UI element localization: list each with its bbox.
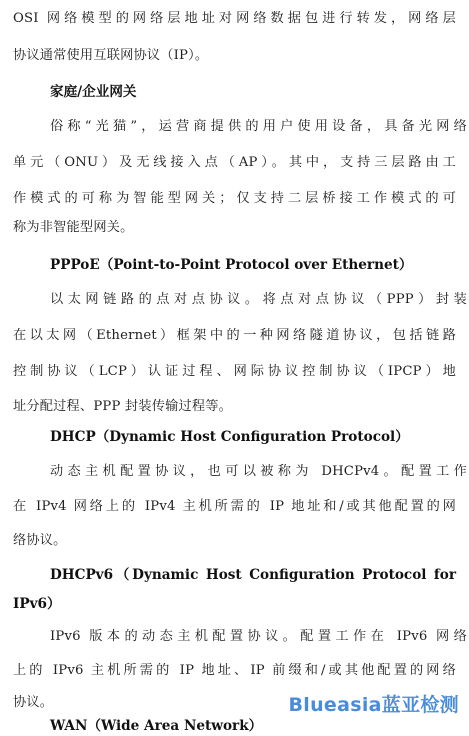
- dhcpv6-line-2: 上的 IPv6 主机所需的 IP 地址、IP 前缀和/或其他配置的网络: [13, 663, 456, 678]
- term-home-gateway: 家庭/企业网关: [50, 84, 137, 100]
- term-pppoe: PPPoE（Point-to-Point Protocol over Ethernet）: [50, 257, 413, 273]
- dhcpv6-line-3: 协议。: [13, 695, 54, 710]
- home-gateway-line-3: 作模式的可称为智能型网关；仅支持二层桥接工作模式的可: [13, 191, 456, 206]
- intro-line-2: 协议通常使用互联网协议（IP）。: [13, 48, 209, 63]
- dhcp-line-2: 在 IPv4 网络上的 IPv4 主机所需的 IP 地址和/或其他配置的网: [13, 499, 456, 514]
- intro-line-1: OSI 网络模型的网络层地址对网络数据包进行转发，网络层: [13, 11, 456, 26]
- pppoe-line-4: 址分配过程、PPP 封装传输过程等。: [13, 399, 233, 414]
- pppoe-line-3: 控制协议（LCP）认证过程、网际协议控制协议（IPCP）地: [13, 364, 456, 379]
- watermark-logo: Blueasia蓝亚检测: [288, 694, 459, 716]
- pppoe-line-1: 以太网链路的点对点协议。将点对点协议（PPP）封装: [50, 292, 467, 307]
- term-wan: WAN（Wide Area Network）: [50, 718, 263, 734]
- home-gateway-line-4: 称为非智能型网关。: [13, 220, 134, 235]
- term-dhcpv6-line-1: DHCPv6（Dynamic Host Configuration Protocol for: [50, 567, 456, 583]
- home-gateway-line-1: 俗称“光猫”，运营商提供的用户使用设备，具备光网络: [50, 119, 467, 134]
- dhcpv6-line-1: IPv6 版本的动态主机配置协议。配置工作在 IPv6 网络: [50, 629, 467, 644]
- term-dhcpv6-line-2: IPv6）: [13, 596, 61, 612]
- dhcp-line-3: 络协议。: [13, 533, 67, 548]
- pppoe-line-2: 在以太网（Ethernet）框架中的一种网络隧道协议，包括链路: [13, 328, 456, 343]
- home-gateway-line-2: 单元（ONU）及无线接入点（AP）。其中，支持三层路由工: [13, 155, 456, 170]
- dhcp-line-1: 动态主机配置协议，也可以被称为 DHCPv4。配置工作: [50, 464, 467, 479]
- term-dhcp: DHCP（Dynamic Host Configuration Protocol）: [50, 429, 409, 445]
